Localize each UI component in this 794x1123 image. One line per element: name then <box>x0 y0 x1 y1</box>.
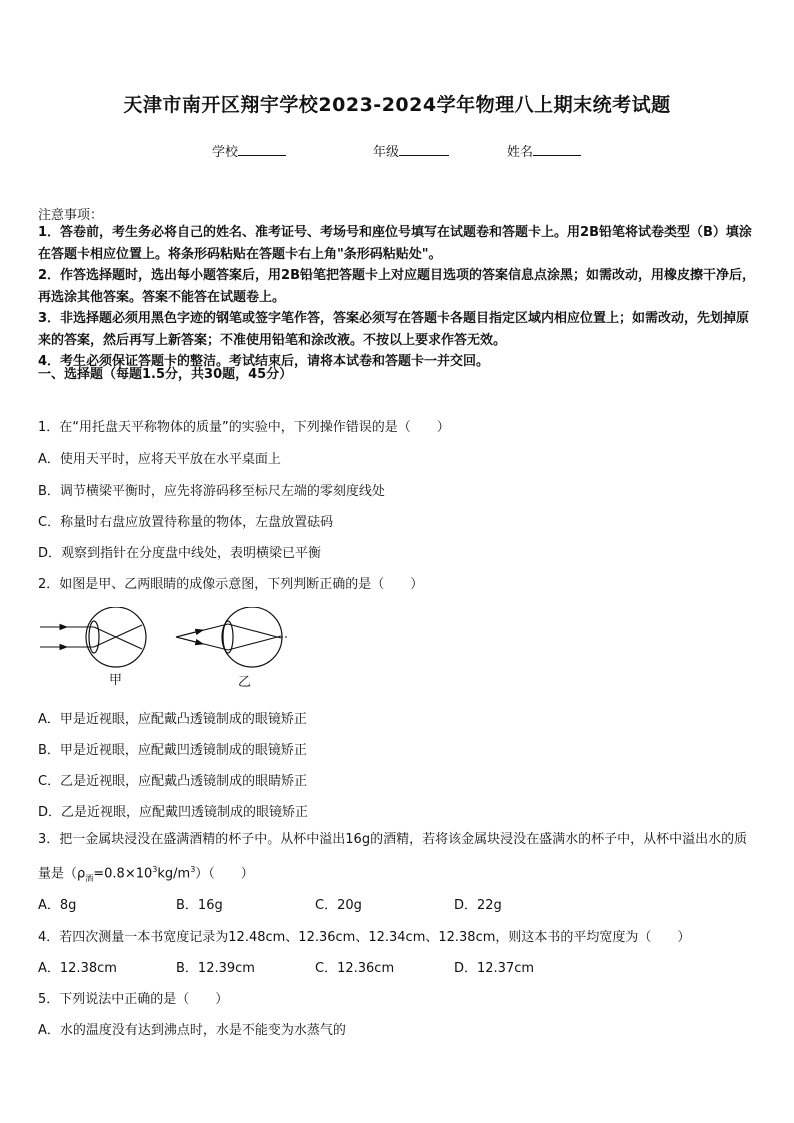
question-4-option-d: D．12.37cm <box>454 961 535 976</box>
eye-diagram-svg <box>38 607 308 673</box>
grade-label: 年级 <box>373 145 400 160</box>
question-4-option-a: A．12.38cm <box>38 961 117 976</box>
grade-blank <box>399 143 449 156</box>
question-2-option-c: C．乙是近视眼，应配戴凸透镜制成的眼睛矫正 <box>38 774 308 789</box>
question-3-stem <box>38 825 760 894</box>
school-field <box>212 141 286 160</box>
q3-text-c: kg/m <box>157 866 191 882</box>
notice-item: 4．考生必须保证答题卡的整洁。考试结束后，请将本试卷和答题卡一并交回。 <box>38 354 490 369</box>
q3-sub: 酒 <box>85 873 94 883</box>
question-2-option-b: B．甲是近视眼，应配戴凹透镜制成的眼镜矫正 <box>38 743 307 758</box>
figure-label-yi: 乙 <box>238 675 252 690</box>
question-5-stem: 5．下列说法中正确的是（ ） <box>38 992 229 1007</box>
question-4-option-b: B．12.39cm <box>176 961 255 976</box>
section-heading: 一、选择题（每题1.5分，共30题，45分） <box>38 367 293 382</box>
q3-text-d: ）（ ） <box>195 866 254 882</box>
notice-item: 2．作答选择题时，选出每小题答案后，用2B铅笔把答题卡上对应题目选项的答案信息点涂黑；如需改动，用橡皮擦干净后，再选涂其他答案。答案不能答在试题卷上。 <box>38 268 756 305</box>
q3-sup1: 3 <box>152 865 158 874</box>
q3-sup2: 3 <box>190 865 196 874</box>
name-field <box>507 141 581 160</box>
question-1-option-c: C．称量时右盘应放置待称量的物体，左盘放置砝码 <box>38 515 334 530</box>
question-3-option-b: B．16g <box>176 898 223 913</box>
question-1-option-a: A．使用天平时，应将天平放在水平桌面上 <box>38 452 281 467</box>
question-3-option-c: C．20g <box>315 898 362 913</box>
question-4-option-c: C．12.36cm <box>315 961 395 976</box>
eye-jia <box>40 607 146 667</box>
question-3-options <box>38 894 760 912</box>
q3-text-b: =0.8×10 <box>93 866 153 882</box>
student-info-row <box>0 141 794 161</box>
question-3-option-a: A．8g <box>38 898 77 913</box>
question-2-option-d: D．乙是近视眼，应配戴凹透镜制成的眼镜矫正 <box>38 805 309 820</box>
question-4-options <box>38 957 760 975</box>
eye-diagram <box>38 607 308 692</box>
name-blank <box>533 143 581 156</box>
notice-list <box>38 222 760 373</box>
question-1-option-b: B．调节横梁平衡时，应先将游码移至标尺左端的零刻度线处 <box>38 484 385 499</box>
q3-text-a: 3．把一金属块浸没在盛满酒精的杯子中。从杯中溢出16g的酒精，若将该金属块浸没在盛满水的杯子中，从杯中溢出水的质量是（ρ <box>38 832 748 882</box>
question-3-option-d: D．22g <box>454 898 502 913</box>
name-label: 姓名 <box>507 145 534 160</box>
question-1-stem: 1．在“用托盘天平称物体的质量”的实验中，下列操作错误的是（ ） <box>38 420 450 435</box>
notice-item: 3．非选择题必须用黑色字迹的钢笔或签字笔作答，答案必须写在答题卡各题目指定区域内相应位置上；如需改动，先划掉原来的答案，然后再写上新答案；不准使用铅笔和涂改液。不按以上要求作答无效。 <box>38 311 750 348</box>
figure-label-jia: 甲 <box>109 673 123 688</box>
question-2-stem: 2．如图是甲、乙两眼睛的成像示意图，下列判断正确的是（ ） <box>38 577 424 592</box>
eye-yi <box>176 607 288 667</box>
question-5-option-a: A．水的温度没有达到沸点时，水是不能变为水蒸气的 <box>38 1023 346 1038</box>
notice-item: 1．答卷前，考生务必将自己的姓名、准考证号、考场号和座位号填写在试题卷和答题卡上。用2B铅笔将试卷类型（B）填涂在答题卡相应位置上。将条形码粘贴在答题卡右上角"条形码粘贴处"。 <box>38 225 752 262</box>
question-1-option-d: D．观察到指针在分度盘中线处，表明横梁已平衡 <box>38 546 322 561</box>
school-label: 学校 <box>212 145 239 160</box>
grade-field <box>373 141 449 160</box>
exam-title: 天津市南开区翔宇学校2023-2024学年物理八上期末统考试题 <box>123 94 671 116</box>
school-blank <box>238 143 286 156</box>
question-2-option-a: A．甲是近视眼，应配戴凸透镜制成的眼镜矫正 <box>38 712 307 727</box>
question-4-stem: 4．若四次测量一本书宽度记录为12.48cm、12.36cm、12.34cm、12.38cm，则这本书的平均宽度为（ ） <box>38 930 691 945</box>
notice-heading: 注意事项： <box>38 208 104 223</box>
